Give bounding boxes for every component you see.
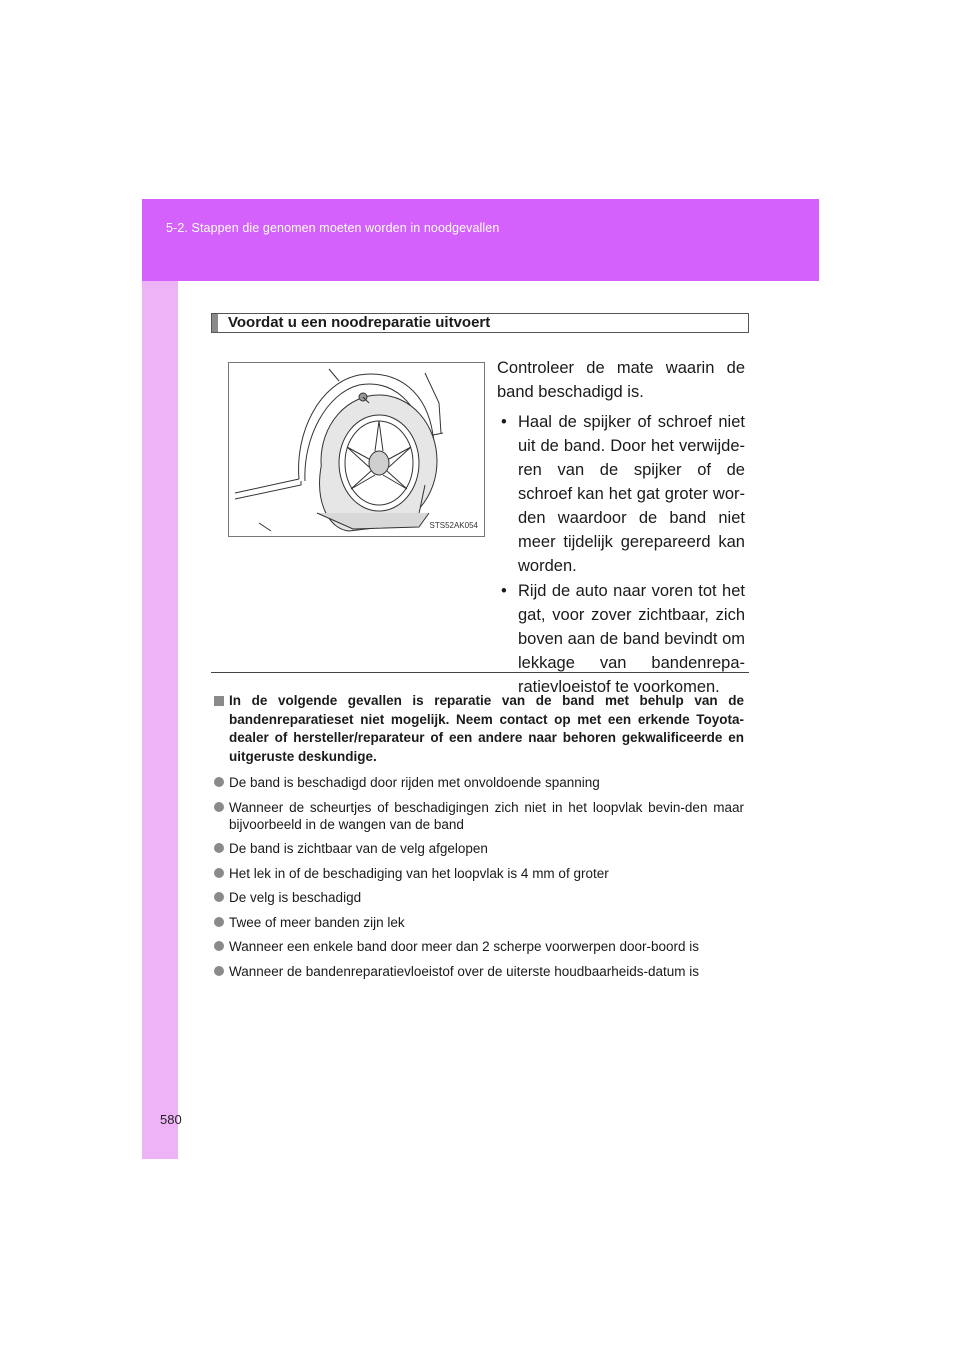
note-block: [214, 692, 744, 987]
list-item: [214, 963, 744, 980]
circle-bullet-icon: [214, 777, 224, 787]
section-title-box: [211, 313, 749, 333]
flat-tire-drawing: [229, 363, 484, 536]
circle-bullet-icon: [214, 802, 224, 812]
list-item: [214, 865, 744, 882]
note-item-text: De band is zichtbaar van de velg afgelopen: [229, 841, 488, 856]
circle-bullet-icon: [214, 966, 224, 976]
section-title-marker: [212, 314, 218, 332]
note-item-text: De band is beschadigd door rijden met onvoldoende spanning: [229, 775, 600, 790]
square-bullet-icon: [214, 696, 224, 706]
circle-bullet-icon: [214, 892, 224, 902]
list-item: [214, 799, 744, 833]
note-item-text: Twee of meer banden zijn lek: [229, 914, 405, 930]
note-item-text: Het lek in of de beschadiging van het loopvlak is 4 mm of groter: [229, 865, 609, 881]
flat-tire-illustration: [228, 362, 485, 537]
side-tab-strip: [142, 199, 178, 1159]
note-list: [214, 774, 744, 980]
bullet-text: Rijd de auto naar voren tot het gat, voor zover zichtbaar, zich boven aan de band bevindt om lekkage van bandenrepa-ratievloeistof te voorkomen.: [518, 582, 745, 696]
bullet-dot-icon: •: [501, 582, 507, 600]
chapter-breadcrumb: 5-2. Stappen die genomen moeten worden in noodgevallen: [166, 221, 500, 235]
note-item-text: Wanneer de bandenreparatievloeistof over de uiterste houdbaarheids-datum is: [229, 963, 700, 979]
note-heading: [214, 692, 744, 766]
section-title: Voordat u een noodreparatie uitvoert: [228, 314, 491, 331]
check-intro: Controleer de mate waarin de band beschadigd is.: [497, 359, 745, 401]
check-bullet-list: [497, 410, 745, 700]
note-item-text: Wanneer een enkele band door meer dan 2 scherpe voorwerpen door-boord is: [229, 939, 700, 954]
bullet-text: Haal de spijker of schroef niet uit de band. Door het verwijde-ren van de spijker of de schroef kan het gat groter wor-den waardoor de band niet meer tijdelijk gerepareerd kan worden.: [518, 413, 745, 575]
list-item: [214, 889, 744, 906]
page-number: 580: [160, 1112, 182, 1127]
note-heading-text: In de volgende gevallen is reparatie van de band met behulp van de bandenreparatieset niet mogelijk. Neem contact op met een erkende Toyota-dealer of hersteller/reparateur of een andere naar behoren gekwalificeerde en uitgeruste deskundige.: [229, 693, 744, 764]
circle-bullet-icon: [214, 917, 224, 927]
chapter-header-band: [142, 199, 819, 281]
illustration-code: STS52AK054: [429, 521, 478, 530]
circle-bullet-icon: [214, 843, 224, 853]
list-item: [214, 938, 744, 955]
circle-bullet-icon: [214, 868, 224, 878]
list-item: [214, 840, 744, 857]
list-item: [497, 410, 745, 578]
section-divider: [211, 672, 749, 673]
list-item: [214, 914, 744, 931]
list-item: [214, 774, 744, 791]
note-item-text: Wanneer de scheurtjes of beschadigingen zich niet in het loopvlak bevin-den maar bijvoorbeeld in de wangen van de band: [229, 799, 744, 832]
list-item: [497, 579, 745, 699]
circle-bullet-icon: [214, 941, 224, 951]
bullet-dot-icon: •: [501, 413, 507, 431]
note-item-text: De velg is beschadigd: [229, 890, 362, 905]
